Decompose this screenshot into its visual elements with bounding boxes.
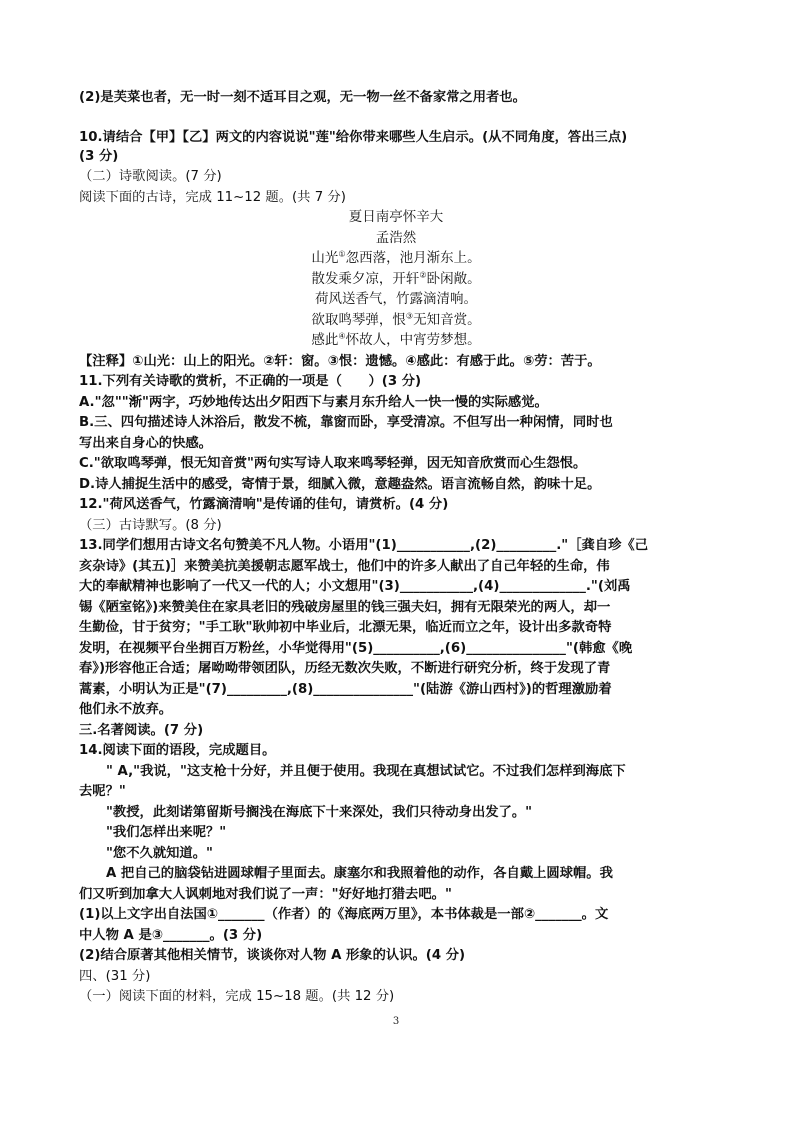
q14-passage-line: "我们怎样出来呢？" [106,825,227,840]
q13-line: 他们永不放弃。 [79,702,173,717]
q14-passage-line: 们又听到加拿大人讽刺地对我们说了一声："好好地打猎去吧。" [79,887,452,902]
q14-passage-line: 去呢？" [79,784,126,799]
q13-line: 春》)形容他正合适；屠呦呦带领团队，历经无数次失败，不断进行研究分析，终于发现了青 [79,661,611,676]
q14-stem: 14.阅读下面的语段，完成题目。 [79,743,276,758]
poem-title: 夏日南亭怀辛大 [348,209,444,225]
section-poetry-title: （二）诗歌阅读。(7 分) [79,169,222,184]
q13-line: 蒿素，小明认为正是"(7)_________,(8)_______________"(陆游《游山西村》)的哲理激励着 [79,682,612,697]
q14-passage-line: "教授，此刻诺第留斯号搁浅在海底下十来深处，我们只待动身出发了。" [106,805,533,820]
q12-stem: 12."荷风送香气，竹露滴清响"是传诵的佳句，请赏析。(4 分) [79,497,449,512]
q10-stem: 10.请结合【甲】【乙】两文的内容说说"莲"给你带来哪些人生启示。(从不同角度，答出三点) [79,130,628,145]
q13-line: 大的奉献精神也影响了一代又一代的人；小文想用"(3)___________,(4)_____________."(刘禹 [79,579,631,594]
section-classics-title: 三.名著阅读。(7 分) [79,723,204,738]
q14-passage-line: " A,"我说，"这支枪十分好，并且便于使用。我现在真想试试它。不过我们怎样到海底下 [106,764,626,779]
q10-points: (3 分) [79,149,119,164]
q11-stem: 11.下列有关诗歌的赏析，不正确的一项是（ ）(3 分) [79,374,422,389]
poem-author: 孟浩然 [375,230,417,246]
section4-title: 四、(31 分) [79,969,151,984]
poem-line: 欲取鸣琴弹，恨③无知音赏。 [311,311,481,328]
q13-line: 生勤俭，甘于贫穷；"手工耿"耿帅初中毕业后，北漂无果，临近而立之年，设计出多款奇特 [79,620,612,635]
q11-option: C."欲取鸣琴弹，恨无知音赏"两句实写诗人取来鸣琴轻弹，因无知音欣赏而心生怨恨。 [79,456,587,471]
poem-note: 【注释】①山光：山上的阳光。②轩：窗。③恨：遗憾。④感此：有感于此。⑤劳：苦于。 [79,354,601,369]
q11-option: A."忽""渐"两字，巧妙地传达出夕阳西下与素月东升给人一快一慢的实际感觉。 [79,395,548,410]
q11-option: B.三、四句描述诗人沐浴后，散发不梳，靠窗而卧，享受清凉。不但写出一种闲情，同时也 [79,415,613,430]
poem-line: 散发乘夕凉，开轩②卧闲敞。 [311,270,481,287]
poem-line: 山光①忽西落，池月渐东上。 [311,249,481,266]
q13-line: 发明，在视频平台坐拥百万粉丝，小华觉得用"(5)__________,(6)_______________"(韩愈《晚 [79,641,633,656]
section4-1-title: （一）阅读下面的材料，完成 15~18 题。(共 12 分) [79,989,395,1004]
q14-sub1: 中人物 A 是③_______。(3 分) [79,928,263,943]
q13-line: 13.同学们想用古诗文名句赞美不凡人物。小语用"(1)___________,(2)_________."［龚自珍《己 [79,538,649,553]
section-poetry-intro: 阅读下面的古诗，完成 11~12 题。(共 7 分) [79,190,346,205]
q13-line: 亥杂诗》(其五)］来赞美抗美援朝志愿军战士，他们中的许多人献出了自己年轻的生命，伟 [79,559,610,574]
q14-passage-line: A 把自己的脑袋钻进圆球帽子里面去。康塞尔和我照着他的动作，各自戴上圆球帽。我 [106,866,613,881]
q14-passage-line: "您不久就知道。" [106,846,213,861]
q11-option: D.诗人捕捉生活中的感受，寄情于景，细腻入微，意趣盎然。语言流畅自然，韵味十足。 [79,477,601,492]
q13-line: 锡《陋室铭》)来赞美住在家具老旧的残破房屋里的钱三强夫妇，拥有无限荣光的两人，却一 [79,600,611,615]
q14-sub1: (1)以上文字出自法国①_______（作者）的《海底两万里》，本书体裁是一部②_______。文 [79,907,609,922]
poem-line: 感此④怀故人，中宵劳梦想。 [311,331,481,348]
section-recite-title: （三）古诗默写。(8 分) [79,518,222,533]
poem-line: 荷风送香气，竹露滴清响。 [315,291,477,307]
q14-sub2: (2)结合原著其他相关情节，谈谈你对人物 A 形象的认识。(4 分) [79,948,466,963]
q9-part2: (2)是芙菜也者，无一时一刻不适耳目之观，无一物一丝不备家常之用者也。 [79,90,526,105]
page-number: 3 [392,1016,400,1027]
q11-option: 写出来自身心的快感。 [79,436,212,451]
